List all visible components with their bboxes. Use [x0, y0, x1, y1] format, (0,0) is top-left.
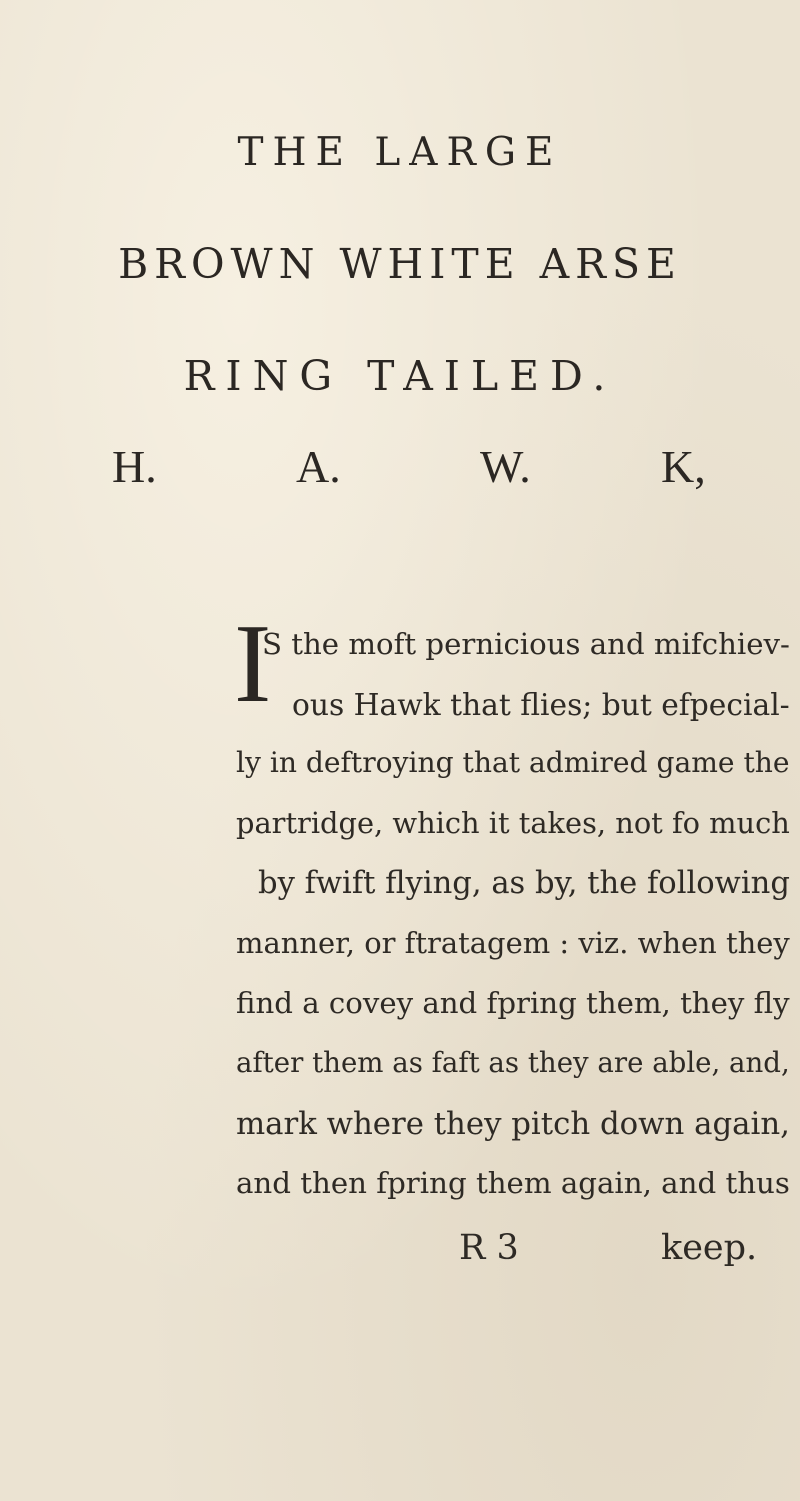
body-line-4: partridge, which it takes, not fo much	[236, 806, 790, 840]
body-line-2: ous Hawk that flies; but efpecial-	[292, 688, 790, 723]
body-line-3: ly in deftroying that admired game the	[236, 746, 790, 779]
body-line-5: by fwift flying, as by, the following	[258, 866, 790, 901]
hawk-letter-h: H.	[112, 441, 157, 492]
title-line-3: RING TAILED.	[183, 352, 617, 400]
title-line-2: BROWN WHITE ARSE	[118, 240, 682, 288]
hawk-letter-a: A.	[296, 441, 341, 492]
body-line-9: mark where they pitch down again,	[236, 1106, 790, 1142]
drop-cap: I	[234, 602, 272, 726]
title-line-1: THE LARGE	[237, 130, 563, 175]
signature-mark: R 3	[459, 1228, 519, 1268]
body-line-7: find a covey and fpring them, they fly	[236, 986, 790, 1020]
body-line-10: and then fpring them again, and thus	[236, 1166, 790, 1200]
body-line-6: manner, or ftratagem : viz. when they	[236, 926, 790, 960]
hawk-letter-k: K,	[661, 441, 706, 492]
body-line-1: S the moft pernicious and mifchiev-	[262, 627, 790, 661]
body-line-8: after them as faft as they are able, and,	[236, 1046, 790, 1079]
catchword: keep.	[661, 1228, 758, 1268]
hawk-letter-w: W.	[480, 441, 531, 492]
